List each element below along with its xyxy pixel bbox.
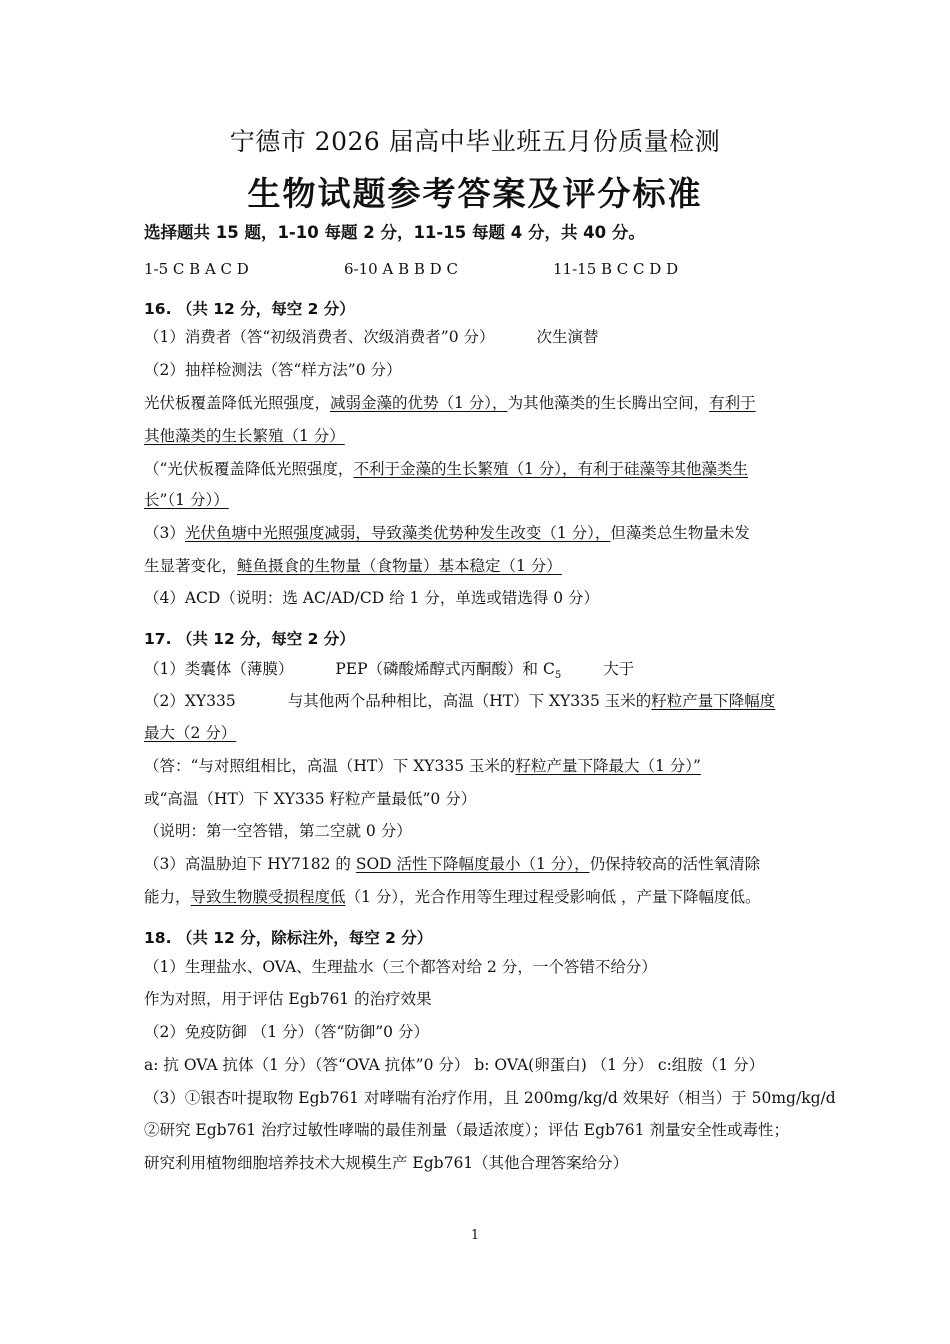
key-point: 有利于硅藻等其他藻类生: [577, 460, 748, 478]
text-span: （1）类囊体（薄膜）: [144, 660, 294, 678]
text-span: （3）高温胁迫下 HY7182 的: [144, 855, 356, 873]
mc-answers-1-5: 1-5 C B A C D: [144, 260, 249, 278]
q18-line-5: （3）①银杏叶提取物 Egb761 对哮喘有治疗作用，且 200mg/kg/d 效果好（相当）于 50mg/kg/d: [144, 1089, 836, 1107]
q16-line-6: [144, 489, 814, 511]
text-span: 大于: [603, 660, 635, 678]
q16-line-8: [144, 555, 814, 577]
q16-line-2: （2）抽样检测法（答“样方法”0 分）: [144, 361, 402, 379]
q17-line-5: 或“高温（HT）下 XY335 籽粒产量最低”0 分）: [144, 790, 477, 808]
q18-line-1: （1）生理盐水、OVA、生理盐水（三个都答对给 2 分，一个答错不给分）: [144, 958, 657, 976]
q17-line-8: [144, 886, 814, 908]
page-number: 1: [470, 1228, 480, 1243]
mc-intro: 选择题共 15 题，1-10 每题 2 分，11-15 每题 4 分，共 40 分。: [144, 223, 645, 242]
text-span: 能力，: [144, 888, 191, 906]
q18-heading: 18. （共 12 分，除标注外，每空 2 分）: [144, 929, 433, 947]
q17-line-7: [144, 853, 814, 875]
q17-line-1: [144, 658, 814, 687]
q16-line-9: （4）ACD（说明：选 AC/AD/CD 给 1 分，单选或错选得 0 分）: [144, 589, 600, 607]
q17-line-2: [144, 690, 814, 712]
key-point: 籽粒产量下降最大（1 分）”: [515, 757, 701, 775]
q18-line-3: （2）免疫防御 （1 分）（答“防御”0 分）: [144, 1023, 429, 1041]
text-span: （“光伏板覆盖降低光照强度，: [144, 460, 354, 478]
document-subtitle: 生物试题参考答案及评分标准: [247, 174, 703, 213]
q16-line-5: [144, 458, 814, 480]
key-point: 长”（1 分））: [144, 491, 229, 509]
q17-line-6: （说明：第一空答错，第二空就 0 分）: [144, 822, 412, 840]
key-point: 减弱金藻的优势（1 分），: [330, 394, 508, 412]
q17-line-4: [144, 755, 814, 777]
key-point: 鲢鱼摄食的生物量（食物量）基本稳定（1 分）: [237, 557, 562, 575]
key-point: 导致生物膜受损程度低: [190, 888, 346, 906]
key-point: SOD 活性下降幅度最小（1 分），: [355, 855, 590, 873]
key-point: 光伏鱼塘中光照强度减弱，导致藻类优势种发生改变（1 分），: [184, 524, 611, 542]
text-span: 仍保持较高的活性氧清除: [589, 855, 761, 873]
key-point: 籽粒产量下降幅度: [651, 692, 776, 710]
q18-line-7: 研究利用植物细胞培养技术大规模生产 Egb761（其他合理答案给分）: [144, 1154, 629, 1172]
key-point: 不利于金藻的生长繁殖（1 分），: [353, 460, 578, 478]
text-span: 为其他藻类的生长腾出空间，: [507, 394, 710, 412]
q16-answer-1a: （1）消费者（答“初级消费者、次级消费者”0 分）: [144, 328, 495, 346]
q18-line-4: a: 抗 OVA 抗体（1 分）（答“OVA 抗体”0 分） b: OVA(卵蛋白) （1 分） c:组胺（1 分）: [144, 1056, 765, 1074]
q16-line-4: [144, 425, 814, 447]
q18-line-6: ②研究 Egb761 治疗过敏性哮喘的最佳剂量（最适浓度）；评估 Egb761 剂量安全性或毒性；: [144, 1121, 789, 1139]
key-point: 有利于: [709, 394, 756, 412]
mc-answers-11-15: 11-15 B C C D D: [553, 260, 679, 278]
text-span: （2）XY335: [144, 692, 236, 710]
key-point: 最大（2 分）: [144, 724, 237, 742]
subscript: 5: [554, 670, 562, 682]
text-span: 光伏板覆盖降低光照强度，: [144, 394, 331, 412]
text-span: 但藻类总生物量未发: [610, 524, 750, 542]
text-span: （答：“与对照组相比，高温（HT）下 XY335 玉米的: [144, 757, 516, 775]
text-span: （1 分），光合作用等生理过程受影响低 ，产量下降幅度低。: [345, 888, 761, 906]
q16-answer-1b: 次生演替: [536, 328, 599, 346]
q16-heading: 16. （共 12 分，每空 2 分）: [144, 300, 355, 318]
q17-line-3: [144, 722, 814, 744]
text-span: PEP（磷酸烯醇式丙酮酸）和 C: [335, 660, 555, 678]
q16-line-7: [144, 522, 814, 544]
document-title: 宁德市 2026 届高中毕业班五月份质量检测: [229, 127, 721, 156]
text-span: （3）: [144, 524, 185, 542]
mc-answers-6-10: 6-10 A B B D C: [344, 260, 458, 278]
q17-heading: 17. （共 12 分，每空 2 分）: [144, 630, 355, 648]
key-point: 其他藻类的生长繁殖（1 分）: [144, 427, 345, 445]
q16-line-3: [144, 392, 814, 414]
q16-line-1: [144, 326, 814, 348]
text-span: 生显著变化，: [144, 557, 238, 575]
text-span: 与其他两个品种相比，高温（HT）下 XY335 玉米的: [287, 692, 652, 710]
q18-line-2: 作为对照，用于评估 Egb761 的治疗效果: [144, 990, 432, 1008]
